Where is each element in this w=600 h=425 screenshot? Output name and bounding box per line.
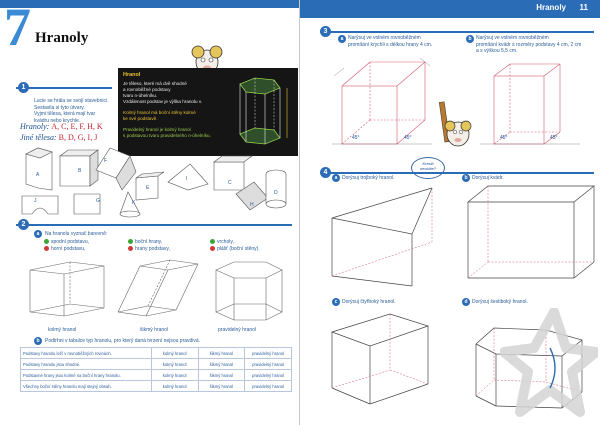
text-line: Narýsuj ve volném rovnoběžném <box>348 35 421 41</box>
group1-label: Hranoly: <box>20 122 50 131</box>
box-line: Je těleso, které má dvě shodné <box>123 81 187 86</box>
section2-sub-b-text: Podtrhni v tabulce typ hranolu, pro který daná tvrzení nejsou pravdivá. <box>45 338 201 344</box>
cuboid-drawing <box>462 182 598 292</box>
solid-label-C: C <box>228 180 232 186</box>
section4-sub-a-text: Dorýsuj trojboký hranol. <box>342 175 395 181</box>
section3-sub-a-text <box>348 35 458 48</box>
cube-construction-diagram <box>332 56 432 154</box>
section4-bullet: 4 <box>320 167 331 178</box>
prism-statements-table <box>20 347 292 392</box>
solid-label-B: B <box>78 168 82 174</box>
left-header-bar <box>0 0 299 8</box>
section2-sub-a-text: Na hranolu vyznač barevně: <box>45 231 108 237</box>
speech-bubble <box>411 157 445 179</box>
section3-sub-b: b <box>466 35 474 43</box>
group1-values: A, C, E, F, H, K <box>51 122 103 131</box>
bubble-line: Kreslit <box>422 161 434 166</box>
section3-sub-b-text <box>476 35 596 55</box>
right-page <box>300 0 600 425</box>
legend-text: hrany podstavy, <box>135 246 170 252</box>
section4-sub-c: c <box>332 298 340 306</box>
prism-caption: pravidelný hranol <box>218 327 257 333</box>
intro-line: kvádru nebo krychle. <box>34 117 81 124</box>
solid-label-E: E <box>146 185 150 191</box>
legend-item <box>210 239 234 245</box>
legend-text: horní podstavu, <box>51 246 86 252</box>
text-line: Narýsuj ve volném rovnoběžném <box>476 35 549 41</box>
option-cell[interactable]: kolmý hranol <box>151 359 198 370</box>
legend-dot <box>210 246 215 251</box>
angle-label: 45° <box>550 135 558 141</box>
section4-sub-d-text: Dorýsuj šestiboký hranol. <box>472 299 528 305</box>
box-line: Vzdálenost podstav je výška hranolu v. <box>123 99 203 104</box>
box-line: ke své podstavě. <box>123 116 158 121</box>
box-line: a rovnoběžné podstavy <box>123 87 171 92</box>
group2-label: Jiné tělesa: <box>20 133 57 142</box>
option-cell[interactable]: pravidelný hranol <box>245 381 292 392</box>
section2-sub-a: a <box>34 230 42 238</box>
legend-text: boční hrany, <box>135 239 163 245</box>
group1-row <box>20 122 103 131</box>
statement-cell: Podstavné hrany jsou kolmé na boční hrany hranolu. <box>21 370 152 381</box>
statement-cell: Podstavy hranolu leží v rovnoběžných rovinách. <box>21 348 152 359</box>
legend-dot <box>128 246 133 251</box>
statement-cell: Podstavy hranolu jsou shodné. <box>21 359 152 370</box>
legend-item <box>128 239 162 245</box>
intro-line: Lucie se hrála se svojí stavebnicí. <box>34 98 109 104</box>
statement-cell: Všechny boční stěny hranolu mají stejný obsah. <box>21 381 152 392</box>
section4-sub-d: d <box>462 298 470 306</box>
box-line: tvaru n-úhelníku. <box>123 93 158 98</box>
section1-intro <box>34 98 116 124</box>
section3-bar <box>324 31 594 33</box>
section1-bar <box>16 87 112 89</box>
chapter-title: Hranoly <box>35 30 89 46</box>
section4-sub-b: b <box>462 174 470 182</box>
option-cell[interactable]: šikmý hranol <box>198 381 245 392</box>
section2-bullet: 2 <box>18 219 29 230</box>
table-row <box>21 370 292 381</box>
solid-label-I: I <box>186 176 188 182</box>
section1-bullet: 1 <box>18 82 29 93</box>
option-cell[interactable]: šikmý hranol <box>198 370 245 381</box>
option-cell[interactable]: šikmý hranol <box>198 348 245 359</box>
cuboid-construction-diagram <box>480 56 580 154</box>
prisms-drawing <box>20 256 292 328</box>
box-title: Hranol <box>123 72 141 78</box>
box-line: s podstavou tvaru pravidelného n-úhelníku. <box>123 133 211 138</box>
solid-label-G: G <box>96 198 100 204</box>
legend-item <box>44 246 85 252</box>
prism-caption: šikmý hranol <box>140 327 169 333</box>
legend-text: plášť (boční stěny). <box>217 246 260 252</box>
legend-item <box>128 246 170 252</box>
angle-label: 45° <box>352 135 360 141</box>
section2-bar <box>16 224 292 226</box>
table-row <box>21 359 292 370</box>
angle-label: 45° <box>404 135 412 141</box>
text-line: promítání krychli s délkou hrany 4 cm. <box>348 41 433 48</box>
table-row <box>21 348 292 359</box>
option-cell[interactable]: kolmý hranol <box>151 348 198 359</box>
solid-label-H: H <box>250 202 254 208</box>
section3-sub-a: a <box>338 35 346 43</box>
header-title: Hranoly <box>536 3 566 12</box>
page-number: 11 <box>579 3 588 12</box>
solid-label-D: D <box>274 190 278 196</box>
group2-row <box>20 133 97 142</box>
legend-dot <box>128 239 133 244</box>
box-line: Pravidelný hranol je kolmý hranol <box>123 127 191 132</box>
legend-item <box>210 246 260 252</box>
quadrilateral-prism-drawing <box>328 308 458 420</box>
option-cell[interactable]: pravidelný hranol <box>245 348 292 359</box>
prism-caption: kolmý hranol <box>48 327 77 333</box>
option-cell[interactable]: šikmý hranol <box>198 359 245 370</box>
legend-item <box>44 239 89 245</box>
option-cell[interactable]: pravidelný hranol <box>245 370 292 381</box>
group2-values: B, D, G, I, J <box>58 133 98 142</box>
intro-line: Sestavila si tyto útvary. <box>34 104 85 111</box>
solid-label-A: A <box>36 172 40 178</box>
section2-sub-b: b <box>34 337 42 345</box>
option-cell[interactable]: kolmý hranol <box>151 381 198 392</box>
solids-illustration <box>18 142 300 220</box>
publisher-star-logo-icon <box>500 308 598 420</box>
legend-text: vrcholy, <box>217 239 234 245</box>
section3-bullet: 3 <box>320 26 331 37</box>
hexagonal-prism-diagram <box>230 72 292 152</box>
section4-sub-a: a <box>332 174 340 182</box>
text-line: a s výškou 5,5 cm. <box>476 48 518 54</box>
solid-label-F: F <box>104 158 108 164</box>
solid-label-K: K <box>132 200 136 206</box>
legend-dot <box>44 239 49 244</box>
ram-pencil-mascot-icon <box>438 100 474 156</box>
legend-text: spodní podstavu, <box>51 239 90 245</box>
section4-sub-c-text: Dorýsuj čtyřboký hranol. <box>342 299 396 305</box>
intro-line: Vyjmi tělesa, která mají tvar <box>34 111 96 117</box>
right-header-bar <box>300 0 600 18</box>
section4-sub-b-text: Dorýsuj kvádr. <box>472 175 504 181</box>
option-cell[interactable]: kolmý hranol <box>151 370 198 381</box>
box-line: Kolmý hranol má boční stěny kolmé <box>123 110 196 115</box>
chapter-number: 7 <box>4 0 31 57</box>
solid-label-J: J <box>34 198 37 204</box>
option-cell[interactable]: pravidelný hranol <box>245 359 292 370</box>
table-row <box>21 381 292 392</box>
bubble-line: nevidíte? <box>419 166 437 171</box>
legend-dot <box>44 246 49 251</box>
text-line: promítání kvádr s rozměry podstavy 4 cm, 2 cm <box>476 41 582 48</box>
legend-dot <box>210 239 215 244</box>
section4-bar <box>324 172 594 174</box>
triangular-prism-drawing <box>328 182 458 292</box>
angle-label: 45° <box>500 135 508 141</box>
